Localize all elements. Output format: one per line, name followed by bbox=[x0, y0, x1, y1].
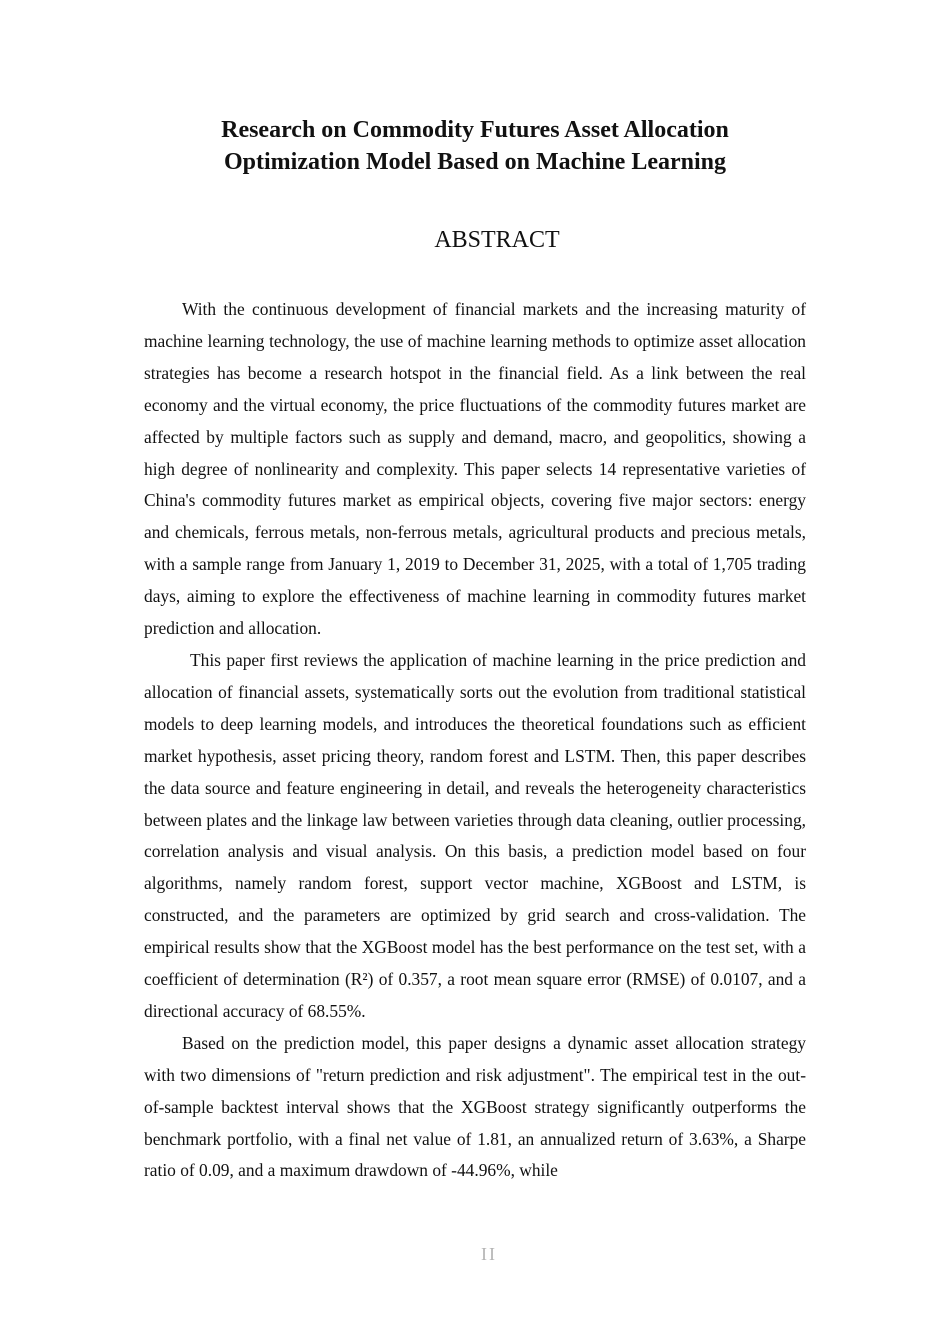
page-number: II bbox=[481, 1244, 497, 1264]
paper-title-line-2: Optimization Model Based on Machine Learning bbox=[223, 149, 726, 175]
abstract-heading: ABSTRACT bbox=[434, 227, 560, 253]
abstract-paragraph-3: Based on the prediction model, this paper designs a dynamic asset allocation strategy with two dimensions of "return prediction and risk adjustment". The empirical test in the out-of-sample backtest interval shows that the XGBoost strategy significantly outperforms the benchmark portfolio, with a final net value of 1.81, an annualized return of 3.63%, a Sharpe ratio of 0.09, and a maximum drawdown of -44.96%, while bbox=[144, 1032, 806, 1181]
abstract-paragraph-2: This paper first reviews the application of machine learning in the price prediction and allocation of financial assets, systematically sorts out the evolution from traditional statistical models to deep learning models, and introduces the theoretical foundations such as efficient market hypothesis, asset pricing theory, random forest and LSTM. Then, this paper describes the data source and feature engineering in detail, and reveals the heterogeneity characteristics between plates and the linkage law between varieties through data cleaning, outlier processing, correlation analysis and visual analysis. On this basis, a prediction model based on four algorithms, namely random forest, support vector machine, XGBoost and LSTM, is constructed, and the parameters are optimized by grid search and cross-validation. The empirical results show that the XGBoost model has the best performance on the test set, with a coefficient of determination (R²) of 0.357, a root mean square error (RMSE) of 0.0107, and a directional accuracy of 68.55%. bbox=[144, 649, 806, 1021]
paper-title-line-1: Research on Commodity Futures Asset Allocation bbox=[221, 117, 729, 143]
abstract-body bbox=[144, 294, 806, 1187]
paper-title bbox=[144, 114, 806, 178]
abstract-paragraph-1: With the continuous development of financial markets and the increasing maturity of machine learning technology, the use of machine learning methods to optimize asset allocation strategies has become a research hotspot in the financial field. As a link between the real economy and the virtual economy, the price fluctuations of the commodity futures market are affected by multiple factors such as supply and demand, macro, and geopolitics, showing a high degree of nonlinearity and complexity. This paper selects 14 representative varieties of China's commodity futures market as empirical objects, covering five major sectors: energy and chemicals, ferrous metals, non-ferrous metals, agricultural products and precious metals, with a sample range from January 1, 2019 to December 31, 2025, with a total of 1,705 trading days, aiming to explore the effectiveness of machine learning in commodity futures market prediction and allocation. bbox=[144, 299, 806, 639]
